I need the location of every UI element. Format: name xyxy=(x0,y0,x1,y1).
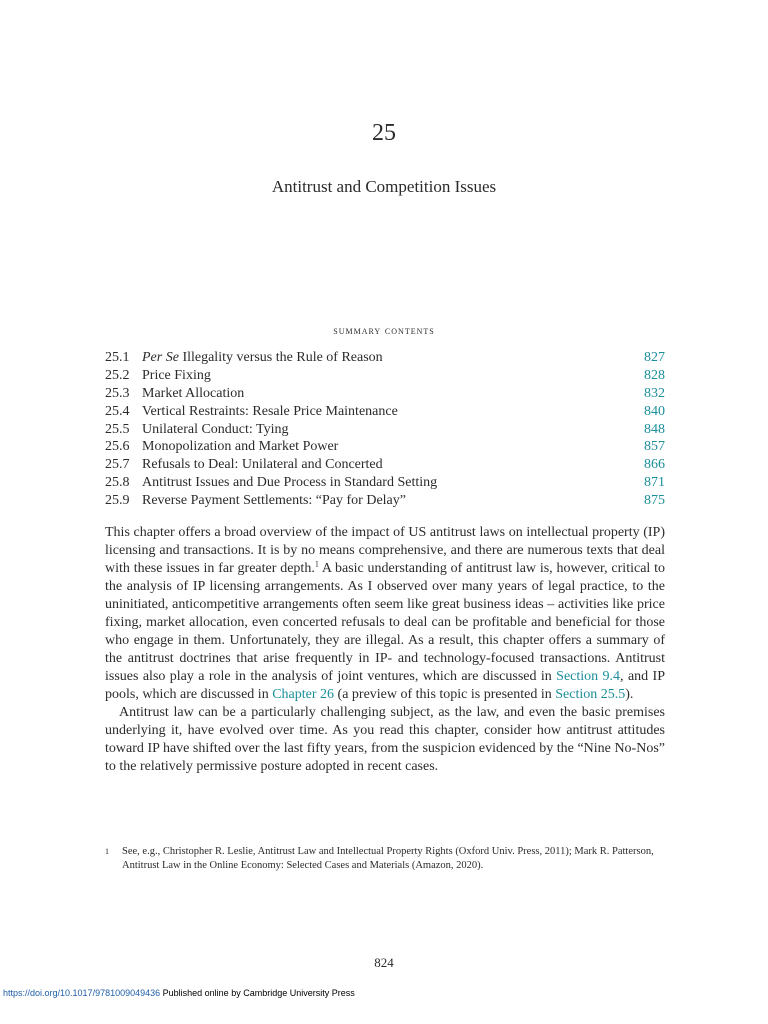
toc-page-link[interactable]: 840 xyxy=(644,403,665,419)
body-text-segment: A basic understanding of antitrust law is, however, critical to the analysis of IP licensing arrangements. As I observed over many years of legal practice, to the uninitiated, anticompetitive arrangements often seem like great business ideas – activities like price fixing, market allocation, even concerted refusals to deal can be profitable and beneficial for those who engage in them. Unfortunately, they are illegal. As a result, this chapter offers a summary of the antitrust doctrines that arise frequently in IP- and technology-focused transactions. Antitrust issues also play a role in the analysis of joint ventures, which are discussed in xyxy=(105,561,665,684)
toc-row[interactable] xyxy=(105,456,665,474)
doi-link[interactable]: https://doi.org/10.1017/9781009049436 xyxy=(3,988,161,998)
body-paragraph: Antitrust law can be a particularly challenging subject, as the law, and even the basic premises underlying it, have evolved over time. As you read this chapter, consider how antitrust attitudes toward IP have shifted over the last fifty years, from the suspicion evidenced by the “Nine No-Nos” to the relatively permissive posture adopted in recent cases. xyxy=(105,705,665,774)
toc-page-link[interactable]: 857 xyxy=(644,439,665,455)
publication-line xyxy=(3,988,355,998)
footnote-text: See, e.g., Christopher R. Leslie, Antitrust Law and Intellectual Property Rights (Oxford Univ. Press, 2011); Mark R. Patterson, Antitrust Law in the Online Economy: Selected Cases and Materials (Amazon, 2020). xyxy=(122,846,654,871)
summary-contents-list xyxy=(105,349,665,510)
toc-page-link[interactable]: 871 xyxy=(644,475,665,491)
toc-page-link[interactable]: 827 xyxy=(644,350,665,365)
footnote-mark: 1 xyxy=(105,847,109,856)
footnote-reference[interactable]: 1 xyxy=(314,559,319,569)
toc-row[interactable] xyxy=(105,385,665,403)
toc-section-title: Refusals to Deal: Unilateral and Concerted xyxy=(142,457,383,473)
toc-section-number: 25.6 xyxy=(105,439,130,455)
toc-section-title: Price Fixing xyxy=(142,367,211,383)
toc-page-link[interactable]: 832 xyxy=(644,385,665,401)
toc-section-title: Antitrust Issues and Due Process in Standard Setting xyxy=(142,475,438,491)
toc-section-title xyxy=(142,349,644,367)
body-text-segment: This chapter offers a broad overview of the impact of US antitrust laws on intellectual property (IP) licensing and transactions. It is by no means comprehensive, and there are numerous texts that deal with these issues in far greater depth. xyxy=(105,525,665,576)
summary-contents-heading: summary contents xyxy=(333,325,435,337)
toc-row[interactable] xyxy=(105,421,665,439)
toc-section-number: 25.8 xyxy=(105,475,130,491)
toc-section-title: Market Allocation xyxy=(142,385,245,401)
toc-section-number: 25.3 xyxy=(105,385,130,401)
toc-section-number: 25.9 xyxy=(105,493,130,509)
toc-row[interactable] xyxy=(105,438,665,456)
toc-section-number: 25.2 xyxy=(105,367,130,383)
chapter-26-link[interactable]: Chapter 26 xyxy=(272,687,335,702)
body-text-segment: (a preview of this topic is presented in xyxy=(334,687,556,702)
toc-row[interactable] xyxy=(105,403,665,421)
toc-section-title-italic: Per Se xyxy=(142,350,179,365)
toc-section-title: Vertical Restraints: Resale Price Maintenance xyxy=(142,403,398,419)
toc-row[interactable] xyxy=(105,367,665,385)
toc-section-title: Monopolization and Market Power xyxy=(142,439,339,455)
toc-section-number: 25.1 xyxy=(105,350,130,365)
toc-page-link[interactable]: 866 xyxy=(644,457,665,473)
toc-section-title: Unilateral Conduct: Tying xyxy=(142,421,289,437)
body-paragraph xyxy=(105,524,665,704)
toc-row[interactable] xyxy=(105,474,665,492)
toc-row[interactable] xyxy=(105,349,665,367)
toc-section-number: 25.7 xyxy=(105,457,130,473)
chapter-title: Antitrust and Competition Issues xyxy=(271,177,497,196)
chapter-body xyxy=(105,524,665,776)
toc-section-title-text: Illegality versus the Rule of Reason xyxy=(178,350,383,365)
toc-row[interactable] xyxy=(105,492,665,510)
toc-page-link[interactable]: 875 xyxy=(644,493,665,509)
section-9-4-link[interactable]: Section 9.4 xyxy=(556,669,621,684)
page-number: 824 xyxy=(374,955,394,970)
section-25-5-link[interactable]: Section 25.5 xyxy=(555,687,626,702)
toc-section-number: 25.5 xyxy=(105,421,130,437)
body-text-segment: ). xyxy=(625,687,634,702)
chapter-number: 25 xyxy=(372,120,396,146)
toc-page-link[interactable]: 828 xyxy=(644,367,665,383)
toc-section-number: 25.4 xyxy=(105,403,130,419)
toc-page-link[interactable]: 848 xyxy=(644,421,665,437)
publication-text: Published online by Cambridge University Press xyxy=(160,988,355,998)
footnote xyxy=(105,845,665,873)
toc-section-title: Reverse Payment Settlements: “Pay for Delay” xyxy=(142,493,406,509)
body-text-segment: , and IP pools, which are discussed in xyxy=(105,669,665,702)
